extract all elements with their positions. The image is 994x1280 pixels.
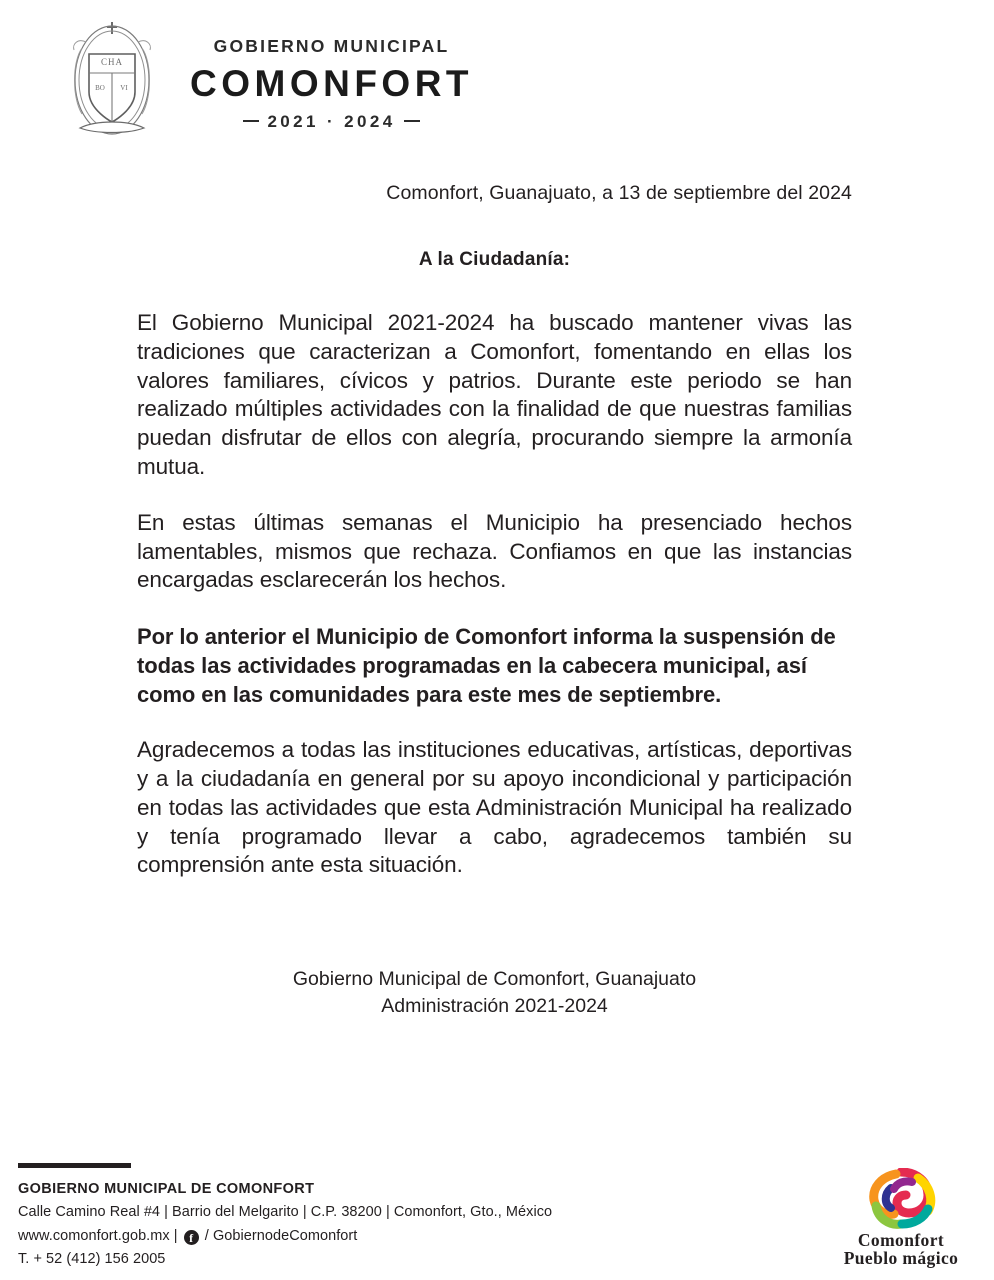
svg-text:VI: VI (120, 84, 128, 92)
facebook-icon[interactable]: f (184, 1230, 199, 1245)
term-years-row (243, 113, 419, 130)
signature-block (137, 966, 852, 1019)
municipality-name: COMONFORT (190, 62, 474, 104)
pueblo-magico-logo (836, 1168, 966, 1268)
paragraph-1: El Gobierno Municipal 2021-2024 ha buscado mantener vivas las tradiciones que caracterizan a Comonfort, fomentando en ellas los valores familiares, cívicos y patrios. Durante este periodo se han realizado múltiples actividades con la finalidad de que nuestras familias puedan disfrutar de ellos con alegría, procurando siempre la armonía mutua. (137, 310, 852, 479)
svg-text:BO: BO (95, 84, 105, 92)
salutation: A la Ciudadanía: (418, 249, 571, 270)
footer-address: Calle Camino Real #4 | Barrio del Melgarito | C.P. 38200 | Comonfort, Gto., México (18, 1204, 553, 1221)
footer-phone: T. + 52 (412) 156 2005 (18, 1251, 166, 1268)
footer-facebook-handle[interactable]: / GobiernodeComonfort (204, 1227, 358, 1244)
footer-web-social (18, 1225, 678, 1248)
pueblo-magico-line-2: Pueblo mágico (843, 1247, 959, 1268)
government-label: GOBIERNO MUNICIPAL (213, 36, 450, 57)
right-dash-decoration (404, 120, 420, 122)
letterhead-header (56, 18, 473, 144)
paragraph-3-announcement: Por lo anterior el Municipio de Comonfort informa la suspensión de todas las actividades programadas en la cabecera municipal, así como en las comunidades para este mes de septiembre. (137, 624, 836, 708)
paragraph-2: En estas últimas semanas el Municipio ha presenciado hechos lamentables, mismos que rechaza. Confiamos en que las instancias encargadas esclarecerán los hechos. (137, 509, 852, 593)
signature-line-2: Administración 2021-2024 (381, 994, 608, 1017)
footer-title: GOBIERNO MUNICIPAL DE COMONFORT (18, 1181, 315, 1197)
pueblo-magico-swirl-icon (836, 1168, 966, 1230)
left-dash-decoration (243, 120, 259, 122)
paragraph-4: Agradecemos a todas las instituciones educativas, artísticas, deportivas y a la ciudadanía en general por su apoyo incondicional y participación en todas las actividades que esta Administración Municipal ha realizado y tenía programado llevar a cabo, agradecemos también su comprensión ante esta situación. (137, 737, 852, 878)
footer-website[interactable]: www.comonfort.gob.mx | (18, 1227, 178, 1244)
letter-body (137, 182, 852, 1019)
brand-block (190, 32, 473, 130)
comonfort-coat-of-arms-icon (56, 18, 168, 144)
signature-line-1: Gobierno Municipal de Comonfort, Guanajuato (292, 968, 697, 991)
term-years: 2021 · 2024 (267, 111, 396, 131)
svg-text:CHA: CHA (100, 57, 124, 67)
footer-contact-block (18, 1178, 678, 1272)
date-line: Comonfort, Guanajuato, a 13 de septiembre del 2024 (386, 182, 852, 204)
footer-divider (18, 1163, 131, 1168)
pueblo-magico-line-1: Comonfort (857, 1230, 945, 1250)
